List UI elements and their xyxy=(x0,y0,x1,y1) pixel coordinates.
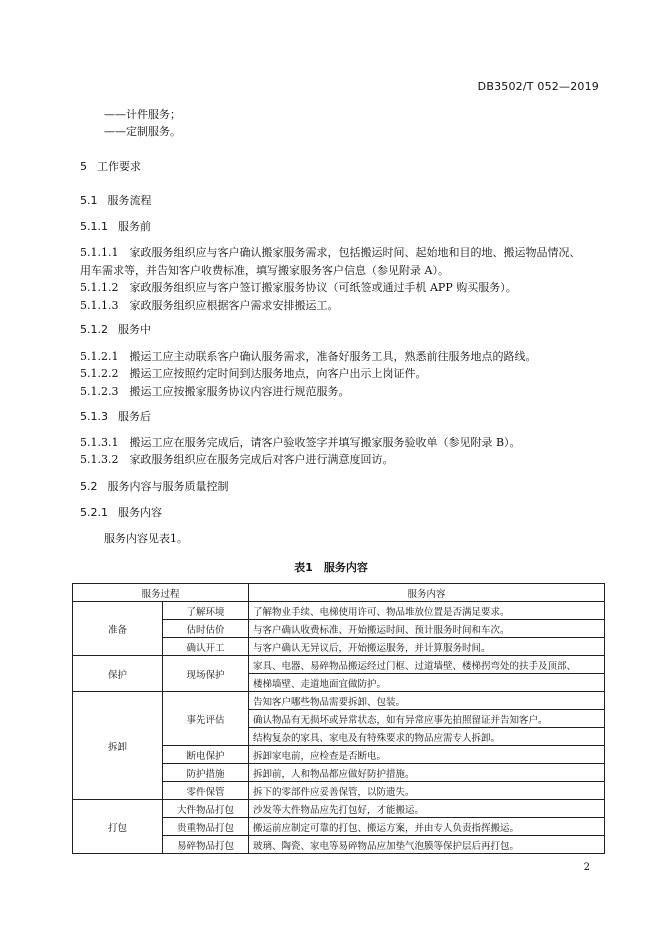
content-cell: 拆卸家电前，应检查是否断电。 xyxy=(249,746,605,764)
paragraph: 用车需求等，并告知客户收费标准，填写搬家服务客户信息（参见附录 A）。 xyxy=(80,264,449,277)
section-heading-5-2 xyxy=(80,480,229,494)
content-cell: 沙发等大件物品应先打包好，才能搬运。 xyxy=(249,800,605,818)
section-title: 服务流程 xyxy=(107,194,152,207)
sub-process-cell: 确认开工 xyxy=(163,638,249,656)
paragraph: 5.1.1.1 家政服务组织应与客户确认搬家服务需求，包括搬运时间、起始地和目的地、搬运物品情况、 xyxy=(80,246,581,259)
paragraph: 5.1.3.1 搬运工应在服务完成后，请客户验收签字并填写搬家服务验收单（参见附录 B）。 xyxy=(80,436,521,449)
group-cell: 保护 xyxy=(73,656,163,692)
table-header-row xyxy=(73,584,605,602)
section-number: 5.2.1 xyxy=(80,506,108,519)
table-row xyxy=(73,800,605,818)
paragraph: 5.1.2.2 搬运工应按照约定时间到达服务地点，向客户出示上岗证件。 xyxy=(80,367,427,380)
group-cell: 打包 xyxy=(73,800,163,854)
content-cell: 玻璃、陶瓷、家电等易碎物品应加垫气泡膜等保护层后再打包。 xyxy=(249,836,605,854)
section-title: 服务内容与服务质量控制 xyxy=(107,480,229,493)
sub-process-cell: 防护措施 xyxy=(163,764,249,782)
page-number: 2 xyxy=(583,862,590,873)
paragraph: 5.1.2.1 搬运工应主动联系客户确认服务需求，准备好服务工具，熟悉前往服务地点的路线。 xyxy=(80,350,537,363)
paragraph: 5.1.3.2 家政服务组织应在服务完成后对客户进行满意度回访。 xyxy=(80,453,394,466)
section-number: 5.1 xyxy=(80,194,98,207)
table-row xyxy=(73,602,605,620)
section-number: 5 xyxy=(80,160,87,173)
content-cell: 家具、电器、易碎物品搬运经过门框、过道墙壁、楼梯拐弯处的扶手及顶部、 xyxy=(249,656,605,674)
list-item: ——定制服务。 xyxy=(104,125,181,138)
content-cell: 楼梯墙壁、走道地面宜做防护。 xyxy=(249,674,605,692)
group-cell: 准备 xyxy=(73,602,163,656)
paragraph: 5.1.2.3 搬运工应按搬家服务协议内容进行规范服务。 xyxy=(80,385,350,398)
content-cell: 了解物业手续、电梯使用许可、物品堆放位置是否满足要求。 xyxy=(249,602,605,620)
paragraph: 5.1.1.2 家政服务组织应与客户签订搬家服务协议（可纸签或通过手机 APP 购买服务）。 xyxy=(80,281,517,294)
section-number: 5.1.3 xyxy=(80,410,108,423)
section-number: 5.1.2 xyxy=(80,323,108,336)
content-cell: 确认物品有无损坏或异常状态，如有异常应事先拍照留证并告知客户。 xyxy=(249,710,605,728)
section-heading-5 xyxy=(80,160,141,174)
sub-process-cell: 易碎物品打包 xyxy=(163,836,249,854)
section-heading-5-1 xyxy=(80,194,152,208)
section-title: 服务后 xyxy=(118,410,151,423)
content-cell: 告知客户哪些物品需要拆卸、包装。 xyxy=(249,692,605,710)
sub-process-cell: 断电保护 xyxy=(163,746,249,764)
group-cell: 拆卸 xyxy=(73,692,163,800)
sub-process-cell: 贵重物品打包 xyxy=(163,818,249,836)
list-item: ——计件服务； xyxy=(104,108,181,121)
section-title: 服务内容 xyxy=(118,506,162,519)
paragraph: 服务内容见表1。 xyxy=(104,532,188,545)
sub-process-cell: 现场保护 xyxy=(163,656,249,692)
document-code: DB3502/T 052—2019 xyxy=(477,80,599,93)
content-cell: 与客户确认收费标准、开始搬运时间、预计服务时间和车次。 xyxy=(249,620,605,638)
content-cell: 搬运前应制定可靠的打包、搬运方案，并由专人负责指挥搬运。 xyxy=(249,818,605,836)
section-number: 5.2 xyxy=(80,480,98,493)
section-heading-5-1-3 xyxy=(80,410,151,424)
content-cell: 与客户确认无异议后，开始搬运服务，并计算服务时间。 xyxy=(249,638,605,656)
section-heading-5-1-2 xyxy=(80,323,151,337)
sub-process-cell: 零件保管 xyxy=(163,782,249,800)
sub-process-cell: 了解环境 xyxy=(163,602,249,620)
sub-process-cell: 大件物品打包 xyxy=(163,800,249,818)
section-title: 服务中 xyxy=(118,323,151,336)
section-title: 服务前 xyxy=(118,220,151,233)
paragraph: 5.1.1.3 家政服务组织应根据客户需求安排搬运工。 xyxy=(80,299,339,312)
service-content-table xyxy=(72,583,605,854)
content-cell: 拆下的零部件应妥善保管，以防遗失。 xyxy=(249,782,605,800)
sub-process-cell: 估时估价 xyxy=(163,620,249,638)
section-heading-5-1-1 xyxy=(80,220,151,234)
table-caption: 表1 服务内容 xyxy=(294,561,368,574)
table-row xyxy=(73,692,605,710)
section-number: 5.1.1 xyxy=(80,220,108,233)
content-cell: 拆卸前，人和物品都应做好防护措施。 xyxy=(249,764,605,782)
section-title: 工作要求 xyxy=(97,160,141,173)
table-row xyxy=(73,656,605,674)
header-content: 服务内容 xyxy=(249,584,605,602)
sub-process-cell: 事先评估 xyxy=(163,692,249,746)
header-process: 服务过程 xyxy=(73,584,249,602)
content-cell: 结构复杂的家具、家电及有特殊要求的物品应需专人拆卸。 xyxy=(249,728,605,746)
section-heading-5-2-1 xyxy=(80,506,162,520)
